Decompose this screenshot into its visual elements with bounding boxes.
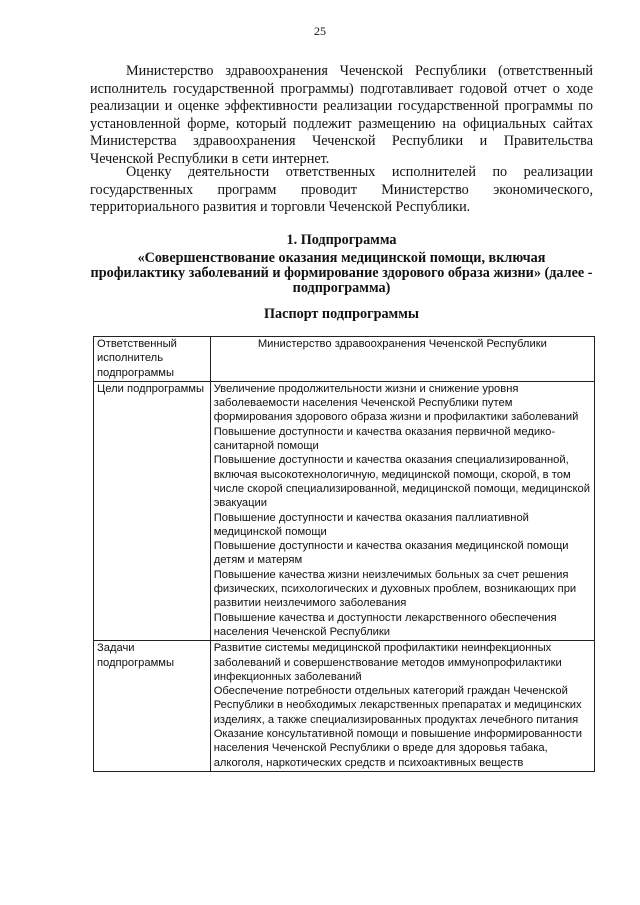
tasks-list bbox=[210, 641, 594, 772]
goal-item: Повышение качества и доступности лекарственного обеспечения населения Чеченской Республики bbox=[213, 611, 557, 638]
goals-list bbox=[210, 381, 594, 640]
section-title: 1. Подпрограмма bbox=[286, 232, 397, 248]
goal-item: Повышение доступности и качества оказания специализированной, включая высокотехнологичную, медицинской помощи, скорой, в том числе скорой специализированной, медицинской помощи, медицинской эвакуации bbox=[213, 454, 590, 510]
paragraph-evaluation: Оценку деятельности ответственных исполнителей по реализации государственных программ проводит Министерство экономического, территориального развития и торговли Чеченской Республики. bbox=[90, 164, 593, 216]
goals-label: Цели подпрограммы bbox=[94, 381, 211, 640]
table-row-tasks bbox=[94, 641, 595, 772]
page-number: 25 bbox=[314, 24, 326, 38]
responsible-value: Министерство здравоохранения Чеченской Республики bbox=[210, 337, 594, 382]
passport-table bbox=[93, 336, 595, 772]
goal-item: Повышение доступности и качества оказания первичной медико-санитарной помощи bbox=[213, 425, 556, 453]
goal-item: Повышение качества жизни неизлечимых больных за счет решения физических, психологических и духовных проблем, возникающих при развитии неизлечимого заболевания bbox=[213, 568, 577, 610]
task-item: Развитие системы медицинской профилактики неинфекционных заболеваний и совершенствование методов иммунопрофилактики инфекционных заболеваний bbox=[213, 642, 562, 683]
paragraph-annual-report: Министерство здравоохранения Чеченской Республики (ответственный исполнитель государственной программы) подготавливает годовой отчет о ходе реализации и оценке эффективности реализации государственной программы по установленной форме, который подлежит размещению на официальных сайтах Министерства здравоохранения Чеченской Республики и Правительства Чеченской Республики в сети интернет. bbox=[90, 63, 593, 167]
goal-item: Повышение доступности и качества оказания паллиативной медицинской помощи bbox=[213, 511, 529, 538]
task-item: Обеспечение потребности отдельных категорий граждан Чеченской Республики в необходимых лекарственных препаратах и медицинских изделиях, а также специализированных продуктах лечебного питания bbox=[213, 685, 582, 726]
table-row-responsible bbox=[94, 337, 595, 382]
tasks-label: Задачи подпрограммы bbox=[94, 641, 211, 772]
subprogram-name: «Совершенствование оказания медицинской помощи, включая профилактику заболеваний и формирование здорового образа жизни» (далее - подпрограмма) bbox=[90, 250, 593, 296]
task-item: Оказание консультативной помощи и повышение информированности населения Чеченской Республики о вреде для здоровья табака, алкоголя, наркотических средств и психоактивных веществ bbox=[213, 728, 583, 769]
passport-title: Паспорт подпрограммы bbox=[264, 306, 419, 322]
goal-item: Увеличение продолжительности жизни и снижение уровня заболеваемости населения Чеченской Республики путем формирования здорового образа жизни и профилактики заболеваний bbox=[213, 382, 579, 424]
responsible-label: Ответственный исполнитель подпрограммы bbox=[94, 337, 211, 382]
table-row-goals bbox=[94, 381, 595, 640]
goal-item: Повышение доступности и качества оказания медицинской помощи детям и матерям bbox=[213, 540, 569, 567]
